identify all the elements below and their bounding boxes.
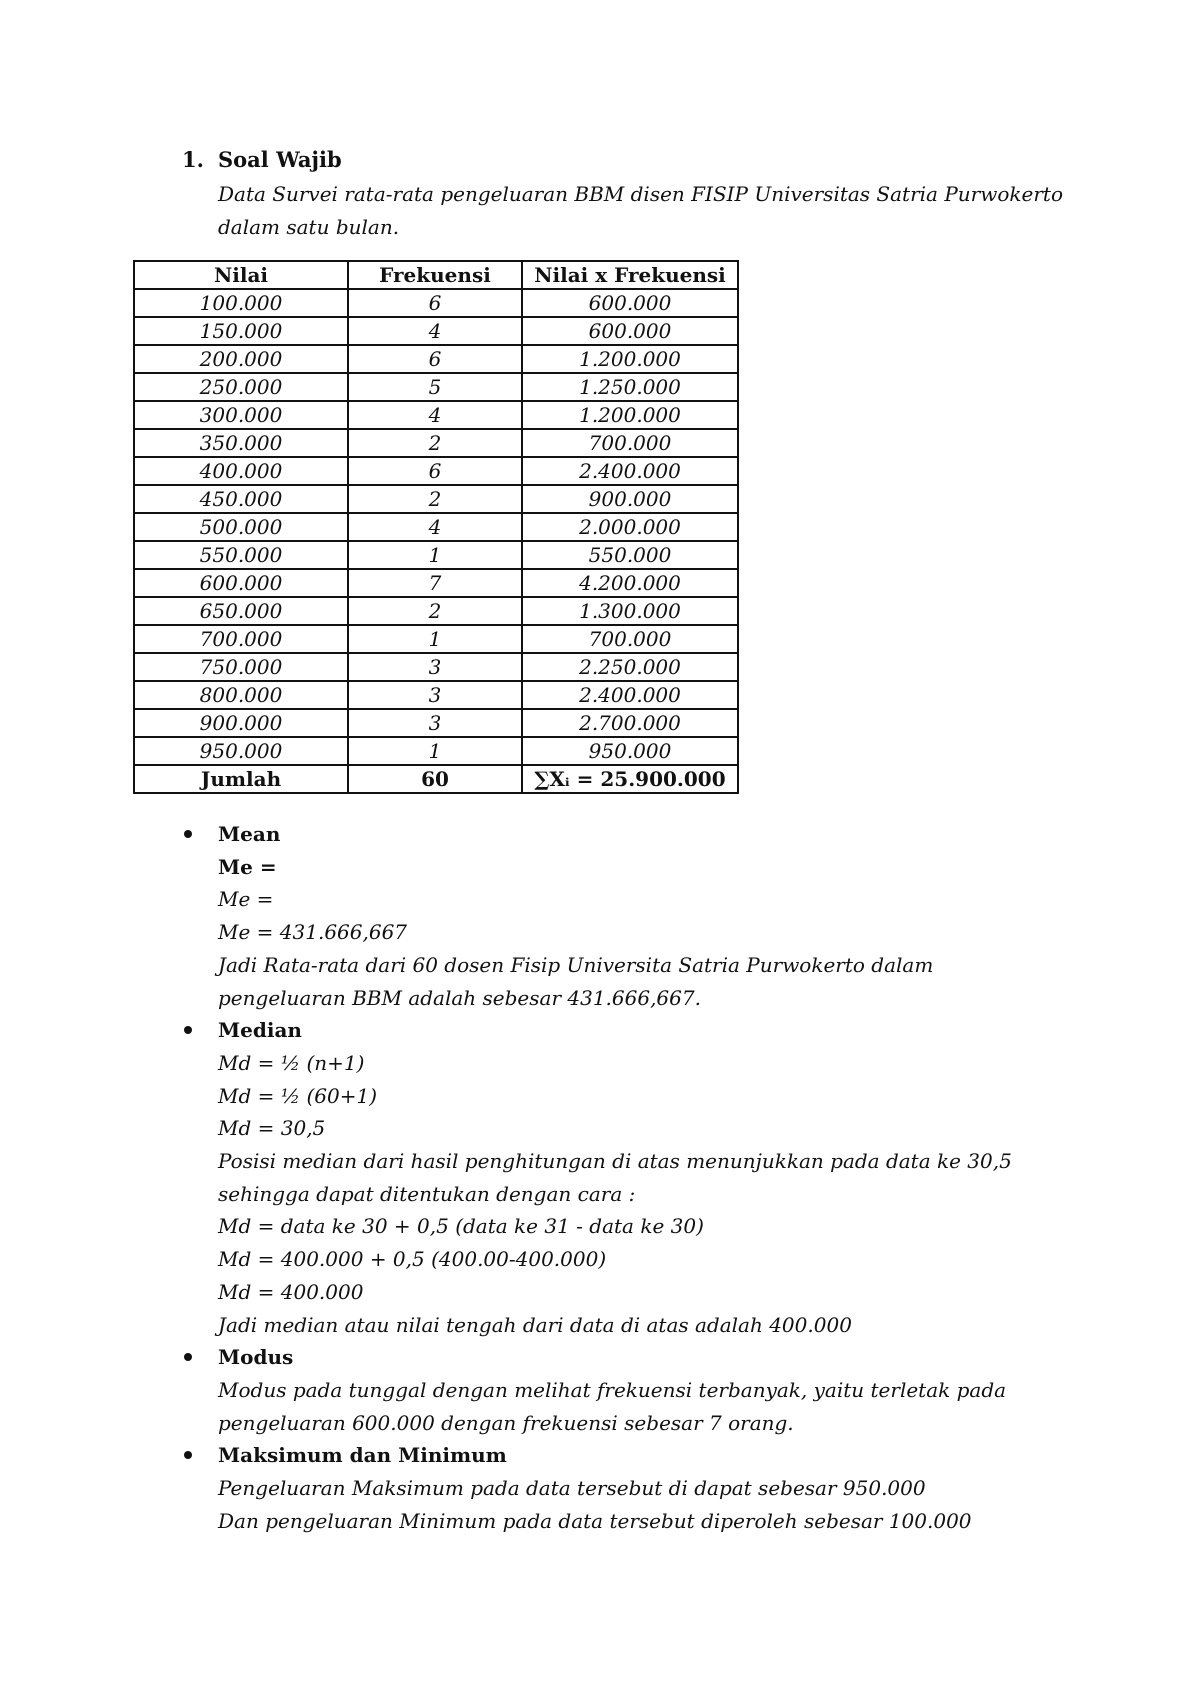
table-row	[134, 597, 738, 625]
cell-frekuensi: 6	[348, 289, 522, 317]
cell-frekuensi: 2	[348, 485, 522, 513]
section-line: Md = data ke 30 + 0,5 (data ke 31 - data ke 30)	[218, 1214, 704, 1239]
table-row	[134, 625, 738, 653]
cell-nilai: 700.000	[134, 625, 348, 653]
table-header-row	[134, 261, 738, 289]
cell-nilai: 200.000	[134, 345, 348, 373]
section-line: Dan pengeluaran Minimum pada data tersebut diperoleh sebesar 100.000	[218, 1508, 972, 1533]
cell-frekuensi: 7	[348, 569, 522, 597]
header-frekuensi: Frekuensi	[348, 261, 522, 289]
analysis-sections	[182, 818, 1082, 1537]
section-line: Md = ½ (n+1)	[218, 1050, 365, 1075]
table-row	[134, 429, 738, 457]
cell-nilai: 650.000	[134, 597, 348, 625]
section-line: Jadi median atau nilai tengah dari data di atas adalah 400.000	[218, 1312, 852, 1337]
table-row	[134, 373, 738, 401]
table-row	[134, 345, 738, 373]
section-title-text: Modus	[218, 1345, 294, 1370]
section-title	[182, 818, 1082, 851]
cell-nilai: 300.000	[134, 401, 348, 429]
cell-nilai: 800.000	[134, 681, 348, 709]
section-title	[182, 1341, 1082, 1374]
section-line: Md = 400.000 + 0,5 (400.00-400.000)	[218, 1247, 607, 1272]
cell-frekuensi: 1	[348, 625, 522, 653]
cell-nilai-x-frekuensi: 2.700.000	[522, 709, 738, 737]
cell-frekuensi: 6	[348, 457, 522, 485]
section-line: Md = 400.000	[218, 1279, 364, 1304]
table-row	[134, 401, 738, 429]
cell-frekuensi: 3	[348, 681, 522, 709]
section-line: pengeluaran BBM adalah sebesar 431.666,667.	[218, 985, 701, 1010]
section-title-text: Median	[218, 1018, 302, 1043]
section-title-text: Maksimum dan Minimum	[218, 1443, 507, 1468]
cell-frekuensi: 4	[348, 401, 522, 429]
header-nilai: Nilai	[134, 261, 348, 289]
cell-frekuensi: 5	[348, 373, 522, 401]
cell-nilai-x-frekuensi: 700.000	[522, 429, 738, 457]
table-row	[134, 289, 738, 317]
heading-title: Soal Wajib	[218, 147, 342, 172]
cell-nilai-x-frekuensi: 2.000.000	[522, 513, 738, 541]
total-sum: ∑Xᵢ = 25.900.000	[522, 765, 738, 793]
total-frequency: 60	[348, 765, 522, 793]
section-line: Posisi median dari hasil penghitungan di atas menunjukkan pada data ke 30,5	[218, 1149, 1012, 1174]
section-title	[182, 1014, 1082, 1047]
cell-frekuensi: 6	[348, 345, 522, 373]
section-line: Pengeluaran Maksimum pada data tersebut di dapat sebesar 950.000	[218, 1476, 926, 1501]
heading-number: 1.	[182, 147, 204, 172]
cell-nilai: 150.000	[134, 317, 348, 345]
section-title-text: Mean	[218, 822, 281, 846]
cell-nilai: 450.000	[134, 485, 348, 513]
cell-nilai-x-frekuensi: 1.250.000	[522, 373, 738, 401]
cell-nilai: 750.000	[134, 653, 348, 681]
table-row	[134, 541, 738, 569]
section-line: pengeluaran 600.000 dengan frekuensi sebesar 7 orang.	[218, 1410, 794, 1435]
section-line: Jadi Rata-rata dari 60 dosen Fisip Universita Satria Purwokerto dalam	[218, 952, 934, 977]
section-line: Modus pada tunggal dengan melihat frekuensi terbanyak, yaitu terletak pada	[218, 1377, 1007, 1402]
bullet-icon	[184, 830, 192, 838]
cell-nilai: 550.000	[134, 541, 348, 569]
section-line: Md = 30,5	[218, 1116, 326, 1141]
cell-frekuensi: 1	[348, 737, 522, 765]
table-total-row	[134, 765, 738, 793]
bullet-icon	[184, 1353, 192, 1361]
table-row	[134, 569, 738, 597]
cell-nilai-x-frekuensi: 1.300.000	[522, 597, 738, 625]
table-body	[134, 289, 738, 793]
cell-nilai: 500.000	[134, 513, 348, 541]
cell-nilai: 600.000	[134, 569, 348, 597]
cell-nilai-x-frekuensi: 600.000	[522, 317, 738, 345]
cell-nilai: 250.000	[134, 373, 348, 401]
section-line: Md = ½ (60+1)	[218, 1083, 378, 1108]
intro-paragraph: Data Survei rata-rata pengeluaran BBM disen FISIP Universitas Satria Purwokerto dalam satu bulan.	[218, 182, 1063, 239]
cell-nilai-x-frekuensi: 900.000	[522, 485, 738, 513]
cell-nilai-x-frekuensi: 2.400.000	[522, 457, 738, 485]
frequency-table	[133, 260, 739, 794]
cell-frekuensi: 3	[348, 709, 522, 737]
table-row	[134, 653, 738, 681]
cell-frekuensi: 2	[348, 597, 522, 625]
cell-frekuensi: 2	[348, 429, 522, 457]
cell-nilai-x-frekuensi: 2.250.000	[522, 653, 738, 681]
section-line: Me =	[218, 887, 274, 912]
cell-nilai: 400.000	[134, 457, 348, 485]
cell-nilai: 950.000	[134, 737, 348, 765]
header-nilai-x-frekuensi: Nilai x Frekuensi	[522, 261, 738, 289]
table-row	[134, 457, 738, 485]
cell-nilai-x-frekuensi: 2.400.000	[522, 681, 738, 709]
cell-nilai-x-frekuensi: 4.200.000	[522, 569, 738, 597]
cell-nilai-x-frekuensi: 1.200.000	[522, 401, 738, 429]
cell-frekuensi: 4	[348, 513, 522, 541]
section-line: Me = 431.666,667	[218, 920, 408, 945]
section-line: sehingga dapat ditentukan dengan cara :	[218, 1181, 636, 1206]
cell-frekuensi: 4	[348, 317, 522, 345]
section-line: Me =	[218, 854, 277, 879]
cell-nilai-x-frekuensi: 550.000	[522, 541, 738, 569]
cell-nilai-x-frekuensi: 950.000	[522, 737, 738, 765]
cell-nilai: 350.000	[134, 429, 348, 457]
cell-nilai-x-frekuensi: 600.000	[522, 289, 738, 317]
table-row	[134, 513, 738, 541]
table-row	[134, 737, 738, 765]
bullet-icon	[184, 1026, 192, 1034]
total-label: Jumlah	[134, 765, 348, 793]
cell-frekuensi: 1	[348, 541, 522, 569]
section-title	[182, 1439, 1082, 1472]
table-row	[134, 681, 738, 709]
cell-nilai: 900.000	[134, 709, 348, 737]
cell-frekuensi: 3	[348, 653, 522, 681]
table-row	[134, 709, 738, 737]
cell-nilai-x-frekuensi: 700.000	[522, 625, 738, 653]
cell-nilai: 100.000	[134, 289, 348, 317]
table-row	[134, 317, 738, 345]
bullet-icon	[184, 1451, 192, 1459]
cell-nilai-x-frekuensi: 1.200.000	[522, 345, 738, 373]
table-row	[134, 485, 738, 513]
